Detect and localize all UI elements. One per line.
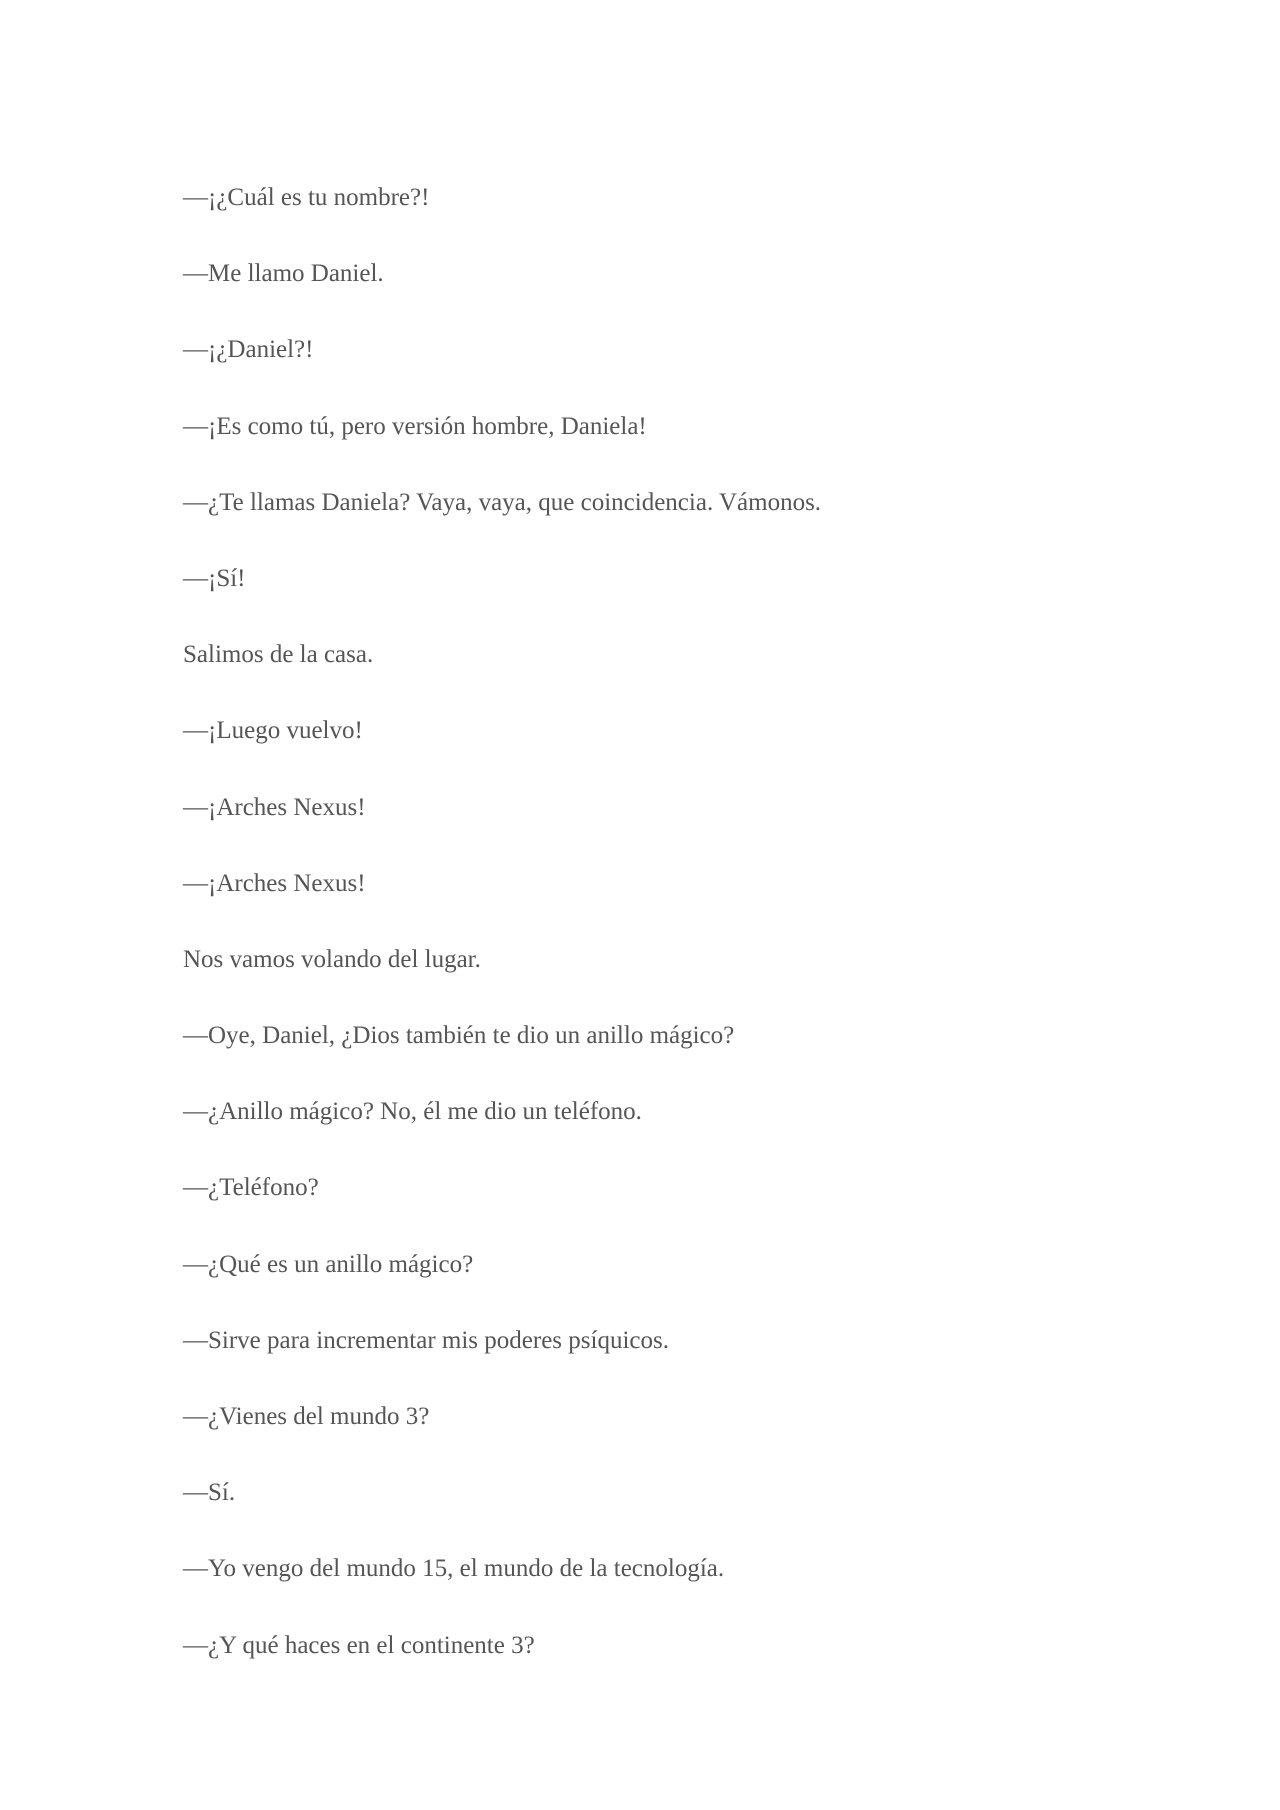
text-line-19: —Yo vengo del mundo 15, el mundo de la tecnología. xyxy=(183,1555,725,1583)
text-line-18: —Sí. xyxy=(183,1479,236,1507)
text-line-20: —¿Y qué haces en el continente 3? xyxy=(183,1631,535,1659)
text-line-16: —Sirve para incrementar mis poderes psíquicos. xyxy=(183,1326,669,1354)
text-line-9: —¡Arches Nexus! xyxy=(183,793,366,821)
text-line-12: —Oye, Daniel, ¿Dios también te dio un anillo mágico? xyxy=(183,1022,735,1050)
document-text xyxy=(183,176,1183,1700)
text-line-1: —¡¿Cuál es tu nombre?! xyxy=(183,184,430,211)
text-line-14: —¿Teléfono? xyxy=(183,1174,319,1202)
text-line-11: Nos vamos volando del lugar. xyxy=(183,945,481,973)
text-line-5: —¿Te llamas Daniela? Vaya, vaya, que coincidencia. Vámonos. xyxy=(183,488,822,516)
text-line-7: Salimos de la casa. xyxy=(183,641,374,669)
text-line-3: —¡¿Daniel?! xyxy=(183,336,314,364)
text-line-6: —¡Sí! xyxy=(183,564,246,592)
text-line-8: —¡Luego vuelvo! xyxy=(183,717,363,745)
text-line-10: —¡Arches Nexus! xyxy=(183,869,366,897)
text-line-13: —¿Anillo mágico? No, él me dio un teléfono. xyxy=(183,1098,642,1126)
text-line-4: —¡Es como tú, pero versión hombre, Daniela! xyxy=(183,412,647,440)
text-line-2: —Me llamo Daniel. xyxy=(183,260,384,288)
text-line-17: —¿Vienes del mundo 3? xyxy=(183,1403,430,1430)
text-line-15: —¿Qué es un anillo mágico? xyxy=(183,1250,474,1278)
